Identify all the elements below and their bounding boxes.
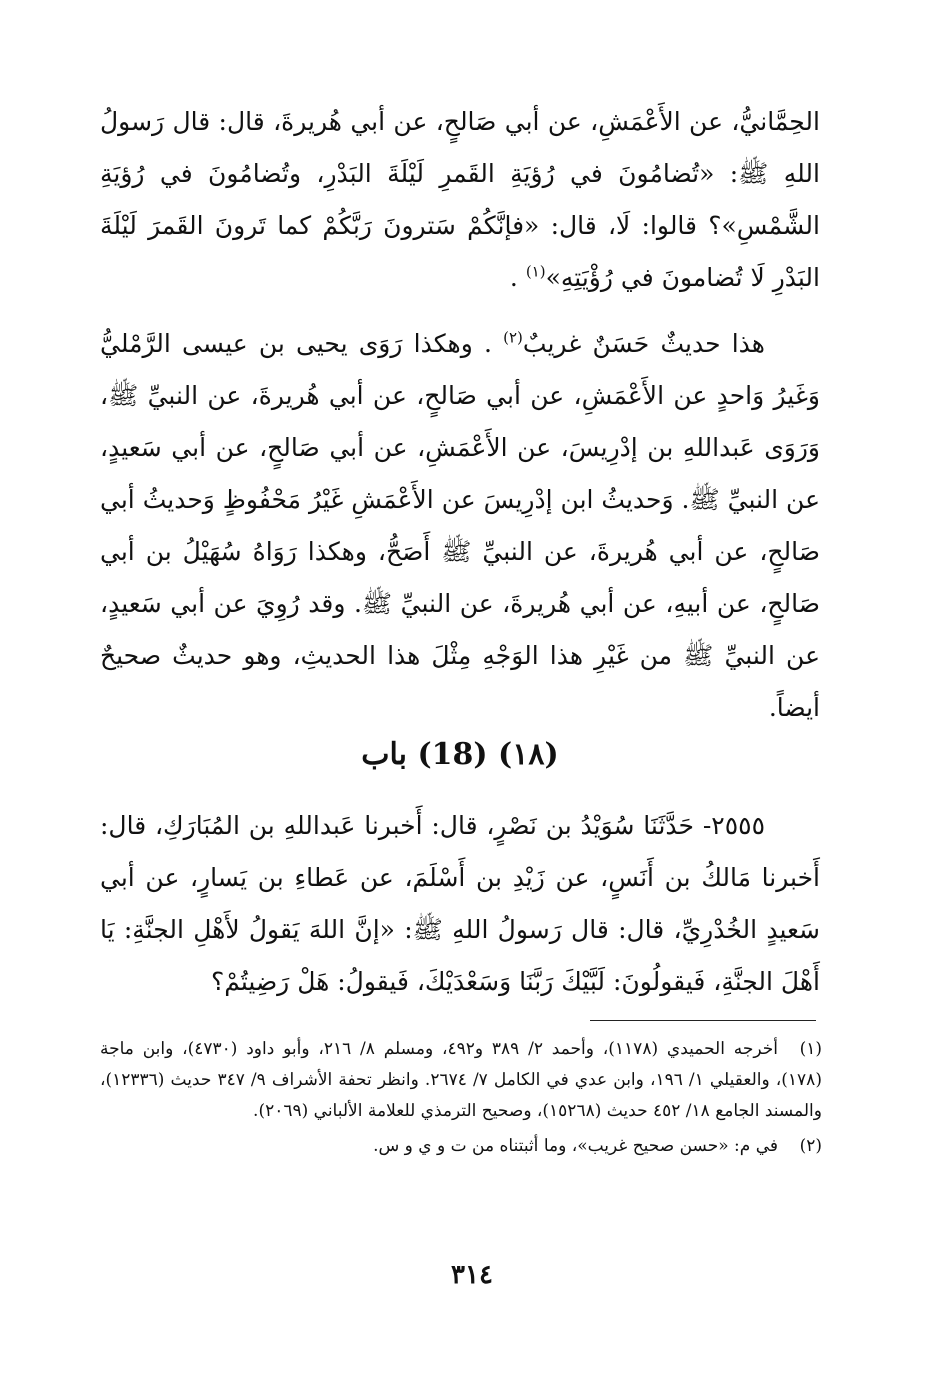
paragraph-tail: . [509, 263, 526, 292]
section-heading: (١٨) (18) باب [361, 737, 559, 772]
commentary-paragraph [100, 318, 820, 734]
paragraph-text: هذا حديثٌ حَسَنٌ غريبٌ [522, 329, 765, 358]
footnote [100, 1034, 822, 1127]
footnotes-list [100, 1034, 822, 1166]
footnote-reference: (١) [525, 262, 546, 281]
footnote-text: أخرجه الحميدي (١١٧٨)، وأحمد ٢/ ٣٨٩ و٤٩٢، ومسلم ٨/ ٢١٦، وأبو داود (٤٧٣٠)، وابن ماجة (١٧٨)، والعقيلي ١/ ١٩٦، وابن عدي في الكامل ٧/ ٢٦٧٤. وانظر تحفة الأشراف ٩/ ٣٤٧ حديث (١٢٣٣٦)، والمسند الجامع ١٨/ ٤٥٢ حديث (١٥٢٦٨)، وصحيح الترمذي للعلامة الألباني (٢٠٦٩). [100, 1039, 822, 1121]
paragraph-text: الحِمَّانيُّ، عن الأَعْمَشِ، عن أبي صَالحٍ، عن أبي هُريرةَ، قال: قال رَسولُ اللهِ ﷺ: «تُضامُونَ في رُؤيَةِ القَمرِ لَيْلَةَ البَدْرِ، وتُضامُونَ في رُؤيَةِ الشَّمْسِ»؟ قالوا: لَا، قال: «فإنَّكُمْ سَترونَ رَبَّكُمْ كما تَرونَ القَمرَ لَيْلَةَ البَدْرِ لَا تُضامونَ في رُؤْيَتِهِ» [100, 107, 820, 292]
paragraph-tail: . وهكذا رَوَى يحيى بن عيسى الرَّمْليُّ وَغَيرُ وَاحدٍ عن الأَعْمَشِ، عن أبي صَالحٍ، عن أبي هُريرةَ، عن النبيِّ ﷺ، وَرَوَى عَبداللهِ بن إدْرِيسَ، عن الأَعْمَشِ، عن أبي صَالحٍ، عن أبي سَعيدٍ، عن النبيِّ ﷺ. وَحديثُ ابن إدْرِيسَ عن الأَعْمَشِ غَيْرُ مَحْفُوظٍ وَحديثُ أبي صَالحٍ، عن أبي هُريرةَ، عن النبيِّ ﷺ أَصَحُّ، وهكذا رَوَاهُ سُهَيْلُ بن أبي صَالحٍ، عن أبيهِ، عن أبي هُريرةَ، عن النبيِّ ﷺ. وقد رُوِيَ عن أبي سَعيدٍ، عن النبيِّ ﷺ من غَيْرِ هذا الوَجْهِ مِثْلَ هذا الحديثِ، وهو حديثٌ صحيحٌ أيضاً. [100, 329, 820, 722]
hadith-paragraph: ٢٥٥٥- حَدَّثَنَا سُوَيْدُ بن نَصْرٍ، قال: أَخبرنا عَبداللهِ بن المُبَارَكِ، قال: أَخبرنا مَالكُ بن أَنَسٍ، عن زَيْدِ بن أَسْلَمَ، عن عَطاءِ بن يَسارٍ، عن أبي سَعيدٍ الخُدْرِيِّ، قال: قال رَسولُ اللهِ ﷺ: «إنَّ اللهَ يَقولُ لأَهْلِ الجنَّةِ: يَا أَهْلَ الجنَّةِ، فَيقولُونَ: لَبَّيْكَ رَبَّنَا وَسَعْدَيْكَ، فَيقولُ: هَلْ رَضِيتُمْ؟ [100, 811, 820, 996]
footnote-marker: (١) [799, 1039, 822, 1059]
footnote-marker: (٢) [799, 1136, 822, 1156]
footnote [100, 1131, 822, 1162]
footnote-text: في م: «حسن صحيح غريب»، وما أثبتناه من ت و ي و س. [373, 1136, 778, 1156]
hadith-paragraph [100, 96, 820, 304]
footnote-reference: (٢) [503, 328, 523, 347]
page-number: ٣١٤ [451, 1260, 493, 1290]
footnote-divider [590, 1020, 816, 1021]
